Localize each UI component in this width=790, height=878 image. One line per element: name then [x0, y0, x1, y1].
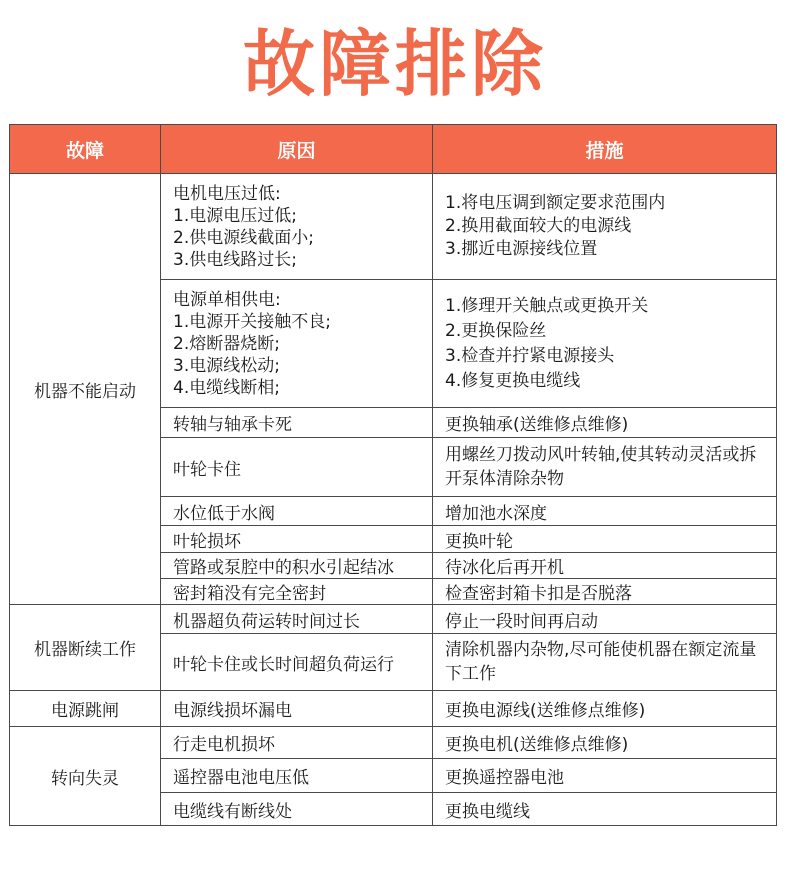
measure-cell: 停止一段时间再启动	[433, 605, 777, 634]
cause-cell: 叶轮损坏	[161, 526, 433, 553]
cause-cell: 叶轮卡住或长时间超负荷运行	[161, 634, 433, 691]
cause-line: 2.供电源线截面小;	[173, 227, 314, 248]
measure-cell: 更换轴承(送维修点维修)	[433, 408, 777, 438]
cause-cell: 管路或泵腔中的积水引起结冰	[161, 553, 433, 579]
measure-line: 2.更换保险丝	[445, 320, 547, 341]
page-title: 故障排除	[242, 22, 547, 106]
cause-line: 1.电源开关接触不良;	[173, 311, 331, 332]
measure-cell: 待冰化后再开机	[433, 553, 777, 579]
table-row	[10, 174, 777, 280]
cause-line: 3.供电线路过长;	[173, 249, 297, 270]
measure-line: 4.修复更换电缆线	[445, 370, 581, 391]
table-row	[10, 727, 777, 759]
measure-line: 1.修理开关触点或更换开关	[445, 295, 649, 316]
table-row	[10, 691, 777, 727]
fault-cell: 机器不能启动	[10, 174, 161, 605]
measure-cell: 更换电缆线	[433, 793, 777, 826]
cause-cell: 电缆线有断线处	[161, 793, 433, 826]
cause-line: 3.电源线松动;	[173, 355, 280, 376]
cause-cell: 密封箱没有完全密封	[161, 579, 433, 605]
measure-cell: 用螺丝刀拨动风叶转轴,使其转动灵活或拆开泵体清除杂物	[433, 438, 777, 497]
cause-cell: 机器超负荷运转时间过长	[161, 605, 433, 634]
measure-cell	[433, 174, 777, 280]
measure-line: 3.挪近电源接线位置	[445, 239, 598, 259]
troubleshooting-table	[9, 124, 777, 826]
measure-line: 1.将电压调到额定要求范围内	[445, 193, 666, 213]
cause-cell: 遥控器电池电压低	[161, 759, 433, 793]
cause-cell: 叶轮卡住	[161, 438, 433, 497]
header-fault: 故障	[10, 125, 161, 174]
cause-cell: 行走电机损坏	[161, 727, 433, 759]
cause-line: 电机电压过低:	[173, 183, 281, 204]
fault-cell: 转向失灵	[10, 727, 161, 826]
measure-line: 3.检查并拧紧电源接头	[445, 345, 615, 366]
cause-line: 4.电缆线断相;	[173, 377, 280, 398]
cause-cell	[161, 174, 433, 280]
table-row	[10, 605, 777, 634]
cause-line: 1.电源电压过低;	[173, 205, 297, 226]
cause-cell: 电源线损坏漏电	[161, 691, 433, 727]
cause-cell: 转轴与轴承卡死	[161, 408, 433, 438]
table-header-row	[10, 125, 777, 174]
measure-cell: 更换电源线(送维修点维修)	[433, 691, 777, 727]
cause-cell: 水位低于水阀	[161, 497, 433, 526]
measure-cell: 更换遥控器电池	[433, 759, 777, 793]
measure-cell: 清除机器内杂物,尽可能使机器在额定流量下工作	[433, 634, 777, 691]
measure-cell	[433, 280, 777, 408]
measure-cell: 更换叶轮	[433, 526, 777, 553]
measure-line: 2.换用截面较大的电源线	[445, 216, 632, 236]
header-cause: 原因	[161, 125, 433, 174]
cause-line: 2.熔断器烧断;	[173, 333, 280, 354]
measure-cell: 更换电机(送维修点维修)	[433, 727, 777, 759]
cause-line: 电源单相供电:	[173, 289, 281, 310]
cause-cell	[161, 280, 433, 408]
measure-cell: 检查密封箱卡扣是否脱落	[433, 579, 777, 605]
measure-cell: 增加池水深度	[433, 497, 777, 526]
header-measure: 措施	[433, 125, 777, 174]
fault-cell: 电源跳闸	[10, 691, 161, 727]
fault-cell: 机器断续工作	[10, 605, 161, 691]
